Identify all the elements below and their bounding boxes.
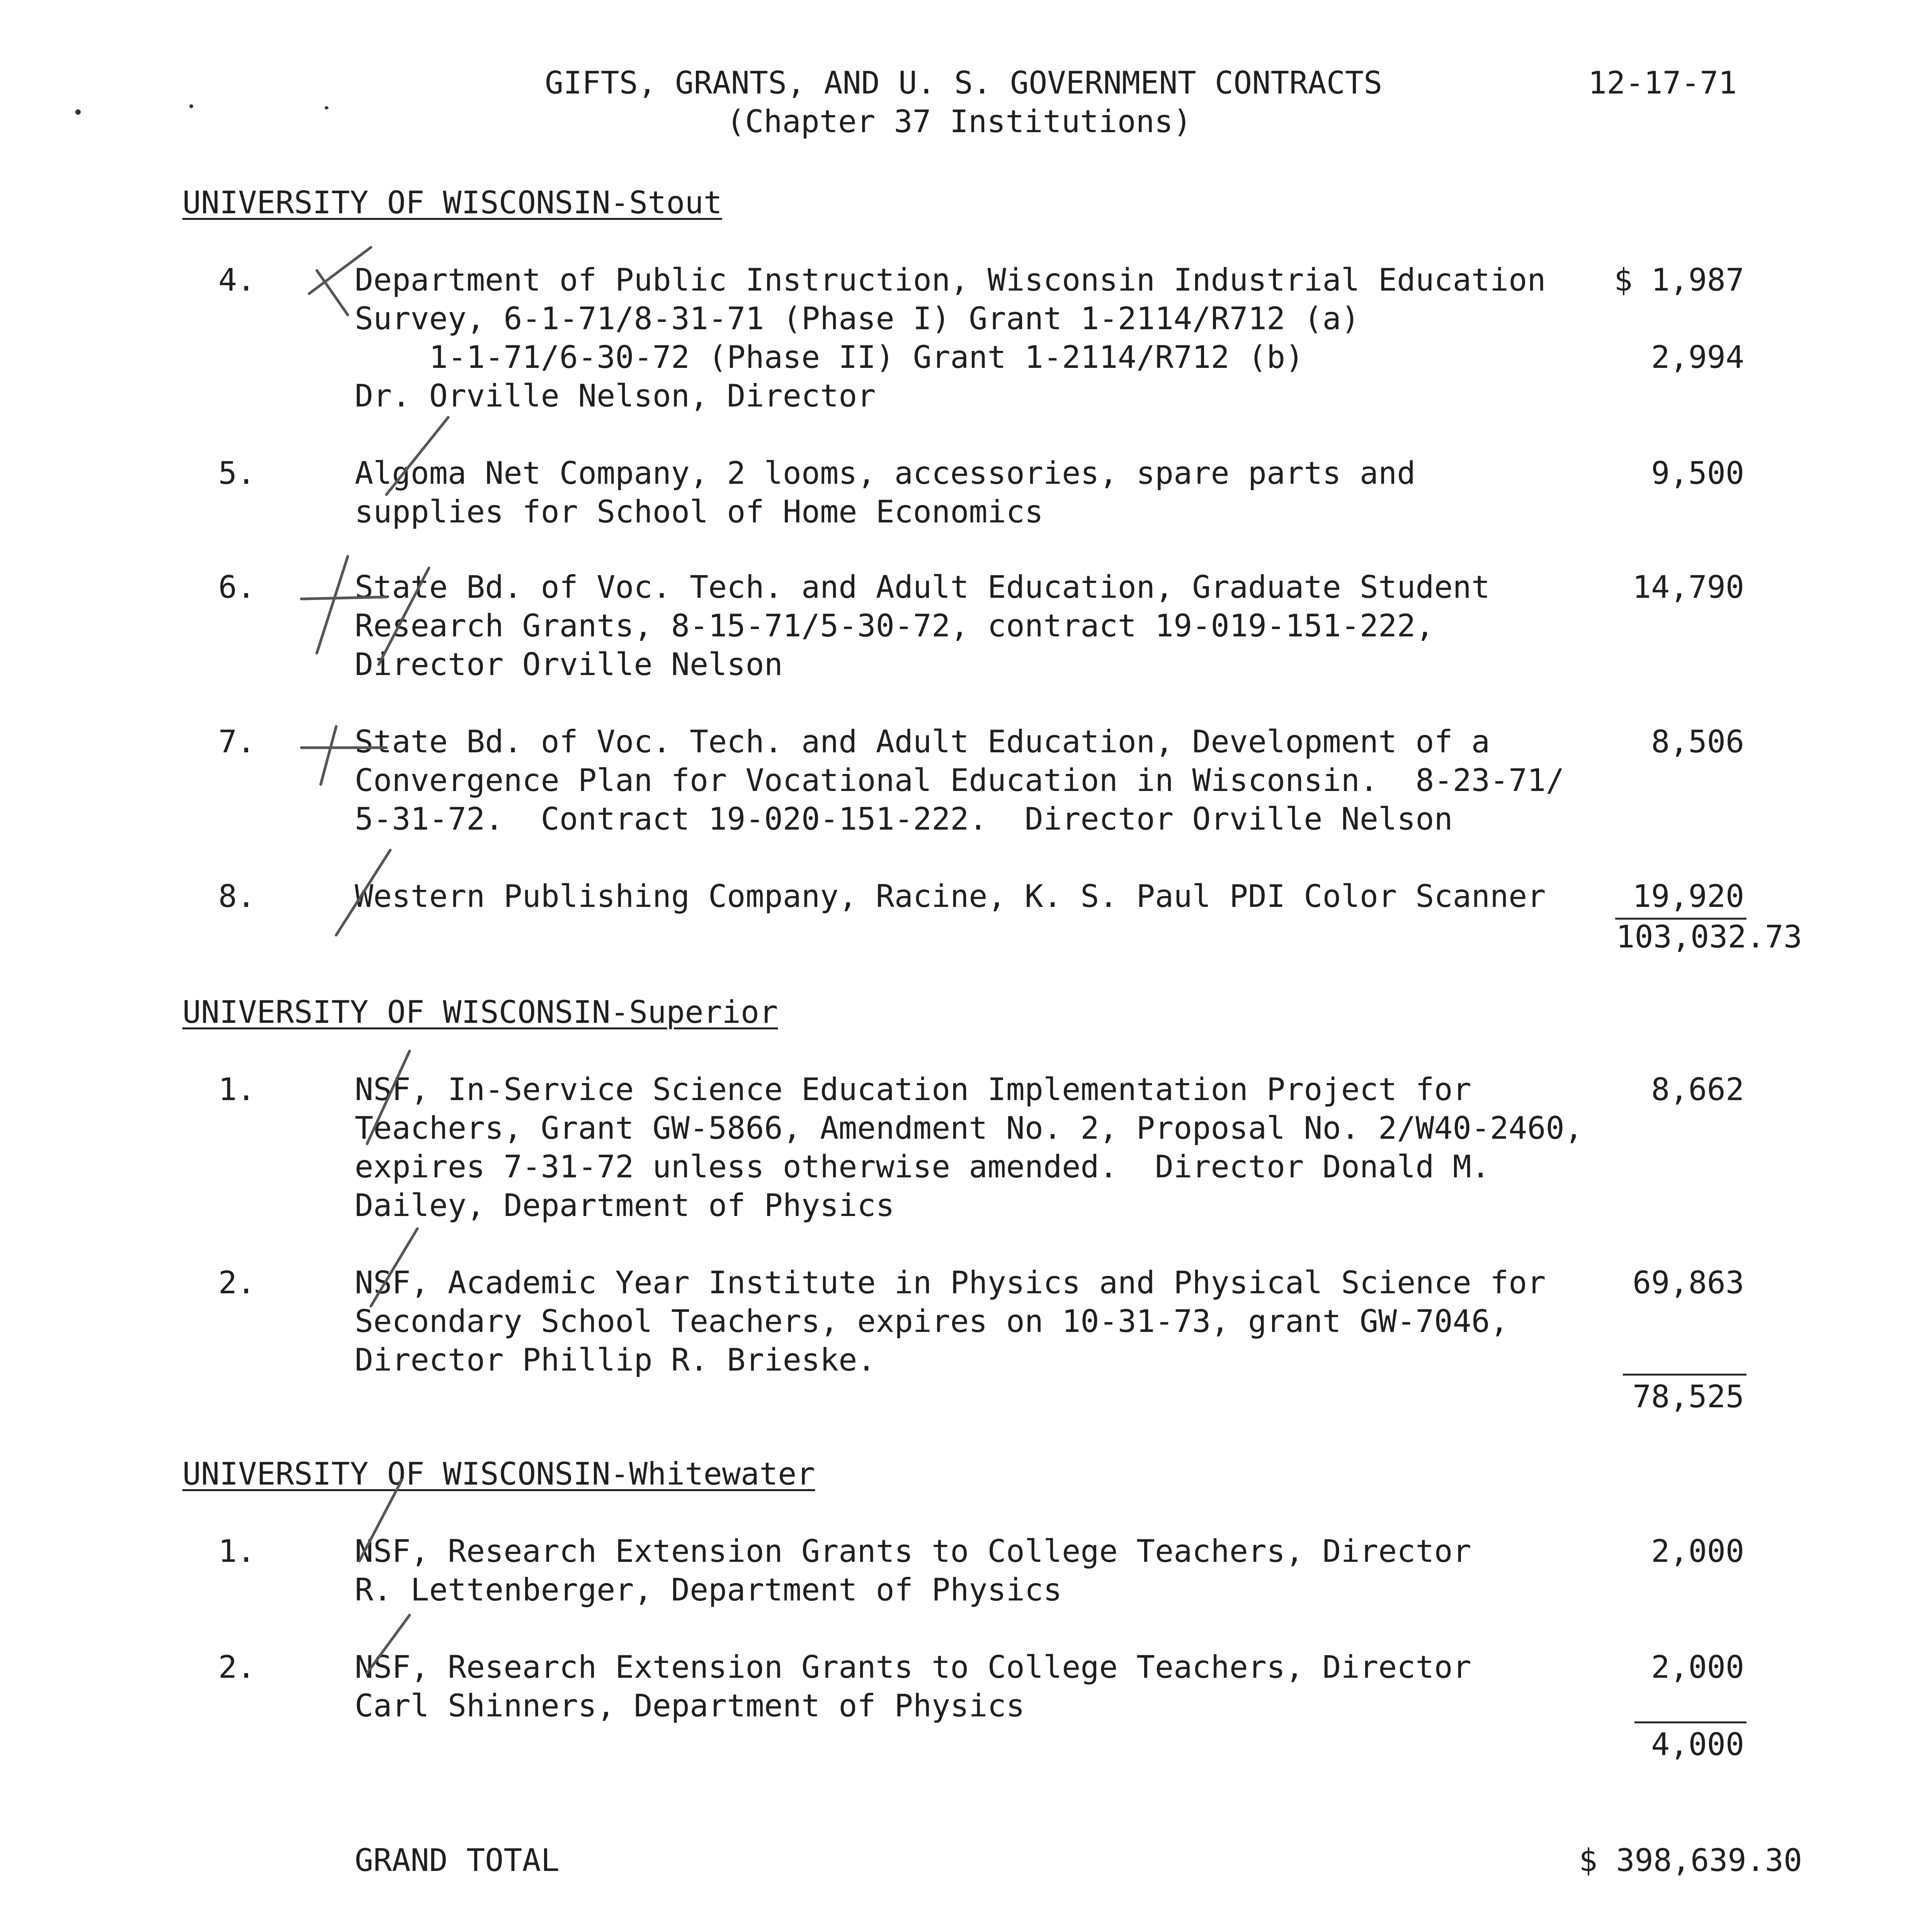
section-subtotal: 4,000 — [1651, 1726, 1744, 1762]
item-line: Teachers, Grant GW-5866, Amendment No. 2, Proposal No. 2/W40-2460, — [355, 1110, 1583, 1146]
item-amount: 69,863 — [1633, 1265, 1744, 1301]
item-line: Research Grants, 8-15-71/5-30-72, contract 19-019-151-222, — [355, 608, 1434, 644]
grand-total-label: GRAND TOTAL — [355, 1842, 560, 1878]
item-line: Algoma Net Company, 2 looms, accessories, spare parts and — [355, 455, 1416, 491]
stray-mark — [75, 109, 81, 115]
item-number: 2. — [218, 1649, 256, 1685]
item-amount: 8,662 — [1651, 1071, 1744, 1107]
item-amount: 2,000 — [1651, 1649, 1744, 1685]
item-line: Carl Shinners, Department of Physics — [355, 1688, 1025, 1724]
item-amount: $ 1,987 — [1614, 262, 1744, 298]
item-amount: 8,506 — [1651, 724, 1744, 760]
subtotal-rule — [1634, 1721, 1747, 1723]
item-line: Survey, 6-1-71/8-31-71 (Phase I) Grant 1-2114/R712 (a) — [355, 301, 1360, 337]
item-amount: 2,000 — [1651, 1533, 1744, 1569]
stray-mark — [189, 104, 193, 108]
item-line: State Bd. of Voc. Tech. and Adult Education, Development of a — [355, 724, 1490, 760]
item-number: 4. — [218, 262, 256, 298]
item-line: R. Lettenberger, Department of Physics — [355, 1572, 1062, 1608]
item-line: Convergence Plan for Vocational Education in Wisconsin. 8-23-71/ — [355, 762, 1565, 798]
item-number: 2. — [218, 1265, 256, 1301]
item-line: NSF, Research Extension Grants to College Teachers, Director — [355, 1649, 1471, 1685]
item-number: 1. — [218, 1533, 256, 1569]
section-subtotal: 78,525 — [1633, 1379, 1744, 1415]
document-title: GIFTS, GRANTS, AND U. S. GOVERNMENT CONTRACTS — [545, 65, 1383, 101]
item-line: Secondary School Teachers, expires on 10-31-73, grant GW-7046, — [355, 1303, 1509, 1339]
item-line: Dailey, Department of Physics — [355, 1187, 895, 1223]
item-line: expires 7-31-72 unless otherwise amended. Director Donald M. — [355, 1149, 1490, 1185]
item-line: 1-1-71/6-30-72 (Phase II) Grant 1-2114/R712 (b) — [355, 339, 1304, 375]
section-heading-stout: UNIVERSITY OF WISCONSIN-Stout — [182, 185, 722, 221]
item-line: Director Phillip R. Brieske. — [355, 1342, 876, 1378]
item-number: 7. — [218, 724, 256, 760]
item-line: Director Orville Nelson — [355, 646, 783, 682]
item-number: 8. — [218, 878, 256, 914]
item-amount: 14,790 — [1633, 569, 1744, 605]
grand-total-value: $ 398,639.30 — [1579, 1842, 1802, 1878]
section-heading-superior: UNIVERSITY OF WISCONSIN-Superior — [182, 994, 778, 1030]
item-amount: 19,920 — [1633, 878, 1744, 914]
stray-mark — [325, 106, 328, 109]
item-line: 5-31-72. Contract 19-020-151-222. Director Orville Nelson — [355, 801, 1453, 837]
section-heading-whitewater: UNIVERSITY OF WISCONSIN-Whitewater — [182, 1456, 815, 1492]
item-line: Western Publishing Company, Racine, K. S. Paul PDI Color Scanner — [355, 878, 1546, 914]
item-line: Dr. Orville Nelson, Director — [355, 378, 876, 414]
document-subtitle: (Chapter 37 Institutions) — [726, 104, 1192, 139]
item-amount: 2,994 — [1651, 339, 1744, 375]
subtotal-rule — [1623, 1374, 1747, 1376]
item-line: State Bd. of Voc. Tech. and Adult Education, Graduate Student — [355, 569, 1490, 605]
item-number: 5. — [218, 455, 256, 491]
item-line: supplies for School of Home Economics — [355, 494, 1044, 530]
item-number: 6. — [218, 569, 256, 605]
item-number: 1. — [218, 1071, 256, 1107]
item-line: NSF, In-Service Science Education Implementation Project for — [355, 1071, 1471, 1107]
item-amount: 9,500 — [1651, 455, 1744, 491]
item-line: NSF, Research Extension Grants to College Teachers, Director — [355, 1533, 1471, 1569]
item-line: NSF, Academic Year Institute in Physics and Physical Science for — [355, 1265, 1546, 1301]
section-subtotal: 103,032.73 — [1616, 919, 1802, 955]
item-line: Department of Public Instruction, Wisconsin Industrial Education — [355, 262, 1546, 298]
document-date: 12-17-71 — [1588, 65, 1737, 101]
